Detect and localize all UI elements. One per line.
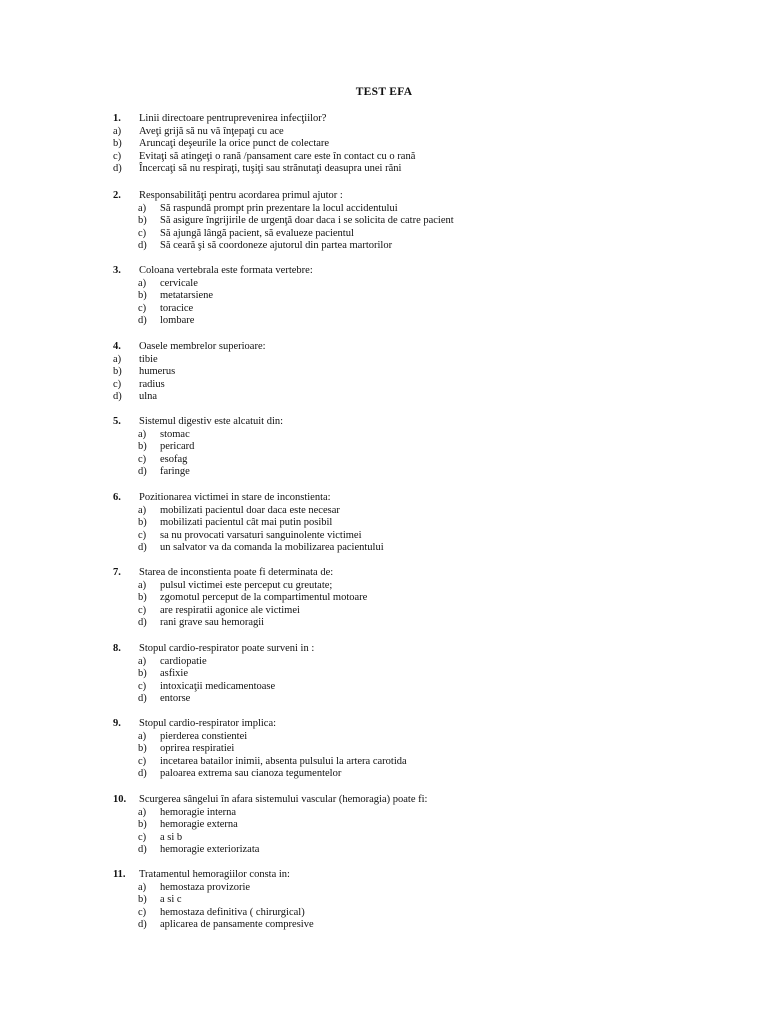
question-number: 2.: [113, 190, 121, 201]
option-text: oprirea respiratiei: [160, 743, 235, 755]
option-label: b): [138, 894, 147, 906]
question-text: Pozitionarea victimei in stare de inconstienta:: [139, 492, 331, 503]
answer-option: [113, 163, 733, 176]
option-label: a): [138, 655, 147, 667]
option-text: metatarsiene: [160, 290, 214, 302]
option-text: aplicarea de pansamente compresive: [160, 919, 314, 931]
page-title: TEST EFA: [355, 86, 413, 98]
option-label: b): [138, 215, 147, 227]
option-label: d): [138, 693, 147, 705]
answer-option: [113, 138, 733, 151]
option-text: are respiratii agonice ale victimei: [160, 604, 300, 616]
question-number: 6.: [113, 492, 121, 503]
question-6: [113, 492, 733, 555]
option-text: mobilizati pacientul cât mai putin posibil: [160, 517, 333, 529]
question-number: 11.: [113, 869, 126, 880]
option-label: c): [138, 906, 147, 918]
option-text: pierderea constientei: [160, 730, 248, 742]
answer-option: [113, 441, 733, 454]
answer-option: [113, 656, 733, 669]
option-label: c): [138, 680, 147, 692]
option-label: d): [113, 163, 122, 175]
answer-option: [113, 844, 733, 857]
option-label: d): [113, 391, 122, 403]
question-line: [113, 190, 733, 203]
option-text: sa nu provocati varsaturi sanguinolente victimei: [160, 529, 362, 541]
question-2: [113, 190, 733, 253]
answer-option: [113, 580, 733, 593]
answer-option: [113, 379, 733, 392]
answer-option: [113, 592, 733, 605]
option-text: Să ceară şi să coordoneze ajutorul din partea martorilor: [160, 240, 393, 252]
question-5: [113, 416, 733, 479]
option-text: hemostaza definitiva ( chirurgical): [160, 906, 305, 918]
question-11: [113, 869, 733, 932]
option-label: c): [113, 150, 122, 162]
option-text: Evitaţi să atingeţi o rană /pansament care este în contact cu o rană: [139, 150, 416, 162]
answer-option: [113, 215, 733, 228]
answer-option: [113, 240, 733, 253]
question-line: [113, 265, 733, 278]
answer-option: [113, 315, 733, 328]
option-label: d): [138, 542, 147, 554]
question-7: [113, 567, 733, 630]
option-label: c): [113, 378, 122, 390]
option-label: a): [138, 202, 147, 214]
option-text: esofag: [160, 453, 188, 465]
option-text: rani grave sau hemoragii: [160, 617, 265, 629]
answer-option: [113, 429, 733, 442]
option-label: b): [138, 441, 147, 453]
option-text: pulsul victimei este perceput cu greutate;: [160, 579, 333, 591]
answer-option: [113, 668, 733, 681]
answer-option: [113, 832, 733, 845]
question-text: Stopul cardio-respirator poate surveni in :: [139, 643, 315, 654]
option-text: Să raspundă prompt prin prezentare la locul accidentului: [160, 202, 398, 214]
option-label: d): [138, 617, 147, 629]
question-text: Oasele membrelor superioare:: [139, 341, 266, 352]
answer-option: [113, 919, 733, 932]
option-text: Încercaţi să nu respiraţi, tuşiţi sau strănutaţi deasupra unei răni: [139, 163, 402, 175]
option-label: b): [138, 819, 147, 831]
option-text: ulna: [139, 391, 158, 403]
option-text: Să ajungă lângă pacient, să evalueze pacientul: [160, 227, 354, 239]
option-label: a): [138, 806, 147, 818]
option-text: a si b: [160, 831, 183, 843]
question-line: [113, 718, 733, 731]
option-label: d): [138, 919, 147, 931]
answer-option: [113, 743, 733, 756]
question-text: Tratamentul hemoragiilor consta in:: [139, 869, 290, 880]
question-text: Coloana vertebrala este formata vertebre:: [139, 265, 313, 276]
option-text: stomac: [160, 428, 190, 440]
answer-option: [113, 894, 733, 907]
option-label: a): [138, 277, 147, 289]
question-text: Starea de inconstienta poate fi determinata de:: [139, 567, 334, 578]
question-text: Responsabilităţi pentru acordarea primul ajutor :: [139, 190, 343, 201]
answer-option: [113, 693, 733, 706]
question-10: [113, 794, 733, 857]
question-number: 1.: [113, 113, 121, 124]
question-number: 7.: [113, 567, 121, 578]
question-line: [113, 794, 733, 807]
question-number: 9.: [113, 718, 121, 729]
option-label: d): [138, 844, 147, 856]
option-text: mobilizati pacientul doar daca este necesar: [160, 504, 340, 516]
option-label: c): [138, 755, 147, 767]
option-text: radius: [139, 378, 165, 390]
question-3: [113, 265, 733, 328]
option-label: b): [113, 366, 122, 378]
answer-option: [113, 303, 733, 316]
answer-option: [113, 768, 733, 781]
option-text: entorse: [160, 693, 191, 705]
question-text: Stopul cardio-respirator implica:: [139, 718, 277, 729]
question-4: [113, 341, 733, 404]
question-8: [113, 643, 733, 706]
question-line: [113, 492, 733, 505]
question-text: Sistemul digestiv este alcatuit din:: [139, 416, 284, 427]
option-text: a si c: [160, 894, 182, 906]
question-9: [113, 718, 733, 781]
question-text: Linii directoare pentruprevenirea infecţiilor?: [139, 113, 327, 124]
question-line: [113, 416, 733, 429]
question-line: [113, 869, 733, 882]
question-line: [113, 341, 733, 354]
answer-option: [113, 228, 733, 241]
option-label: a): [138, 428, 147, 440]
question-number: 4.: [113, 341, 121, 352]
answer-option: [113, 203, 733, 216]
option-label: a): [138, 579, 147, 591]
option-text: faringe: [160, 466, 190, 478]
option-text: humerus: [139, 366, 176, 378]
option-label: c): [138, 227, 147, 239]
answer-option: [113, 907, 733, 920]
option-label: b): [138, 517, 147, 529]
option-label: b): [138, 592, 147, 604]
option-label: a): [138, 881, 147, 893]
option-text: hemostaza provizorie: [160, 881, 251, 893]
option-text: hemoragie interna: [160, 806, 237, 818]
option-label: b): [138, 290, 147, 302]
option-label: b): [113, 138, 122, 150]
answer-option: [113, 366, 733, 379]
option-label: c): [138, 529, 147, 541]
option-text: hemoragie exteriorizata: [160, 844, 260, 856]
option-label: b): [138, 743, 147, 755]
option-label: d): [138, 240, 147, 252]
option-text: Aveţi grijă să nu vă înţepaţi cu ace: [139, 125, 284, 137]
option-text: Să asigure îngrijirile de urgenţă doar daca i se solicita de catre pacient: [160, 215, 454, 227]
answer-option: [113, 454, 733, 467]
option-text: zgomotul perceput de la compartimentul motoare: [160, 592, 368, 604]
answer-option: [113, 278, 733, 291]
option-text: cardiopatie: [160, 655, 207, 667]
question-number: 3.: [113, 265, 121, 276]
answer-option: [113, 466, 733, 479]
option-label: d): [138, 466, 147, 478]
answer-option: [113, 819, 733, 832]
option-text: intoxicaţii medicamentoase: [160, 680, 276, 692]
answer-option: [113, 530, 733, 543]
option-label: b): [138, 668, 147, 680]
question-line: [113, 643, 733, 656]
answer-option: [113, 126, 733, 139]
question-text: Scurgerea sângelui în afara sistemului vascular (hemoragia) poate fi:: [139, 794, 428, 805]
question-number: 8.: [113, 643, 121, 654]
option-label: c): [138, 604, 147, 616]
answer-option: [113, 756, 733, 769]
option-label: a): [138, 730, 147, 742]
option-label: d): [138, 768, 147, 780]
option-text: lombare: [160, 315, 195, 327]
option-text: incetarea batailor inimii, absenta pulsului la artera carotida: [160, 755, 407, 767]
option-label: a): [113, 353, 122, 365]
option-text: asfixie: [160, 668, 188, 680]
answer-option: [113, 354, 733, 367]
option-text: cervicale: [160, 277, 198, 289]
answer-option: [113, 617, 733, 630]
option-label: d): [138, 315, 147, 327]
answer-option: [113, 605, 733, 618]
option-label: c): [138, 831, 147, 843]
option-text: paloarea extrema sau cianoza tegumentelor: [160, 768, 342, 780]
answer-option: [113, 290, 733, 303]
option-text: un salvator va da comanda la mobilizarea pacientului: [160, 542, 384, 554]
option-text: toracice: [160, 302, 194, 314]
question-line: [113, 567, 733, 580]
option-text: hemoragie externa: [160, 819, 238, 831]
option-text: tibie: [139, 353, 158, 365]
answer-option: [113, 882, 733, 895]
question-number: 10.: [113, 794, 127, 805]
option-text: pericard: [160, 441, 195, 453]
question-number: 5.: [113, 416, 121, 427]
answer-option: [113, 807, 733, 820]
answer-option: [113, 505, 733, 518]
option-label: a): [138, 504, 147, 516]
answer-option: [113, 517, 733, 530]
answer-option: [113, 391, 733, 404]
answer-option: [113, 542, 733, 555]
answer-option: [113, 731, 733, 744]
option-label: c): [138, 453, 147, 465]
option-label: c): [138, 302, 147, 314]
option-label: a): [113, 125, 122, 137]
question-line: [113, 113, 733, 126]
question-1: [113, 113, 733, 176]
option-text: Aruncaţi deşeurile la orice punct de colectare: [139, 138, 330, 150]
answer-option: [113, 681, 733, 694]
answer-option: [113, 151, 733, 164]
